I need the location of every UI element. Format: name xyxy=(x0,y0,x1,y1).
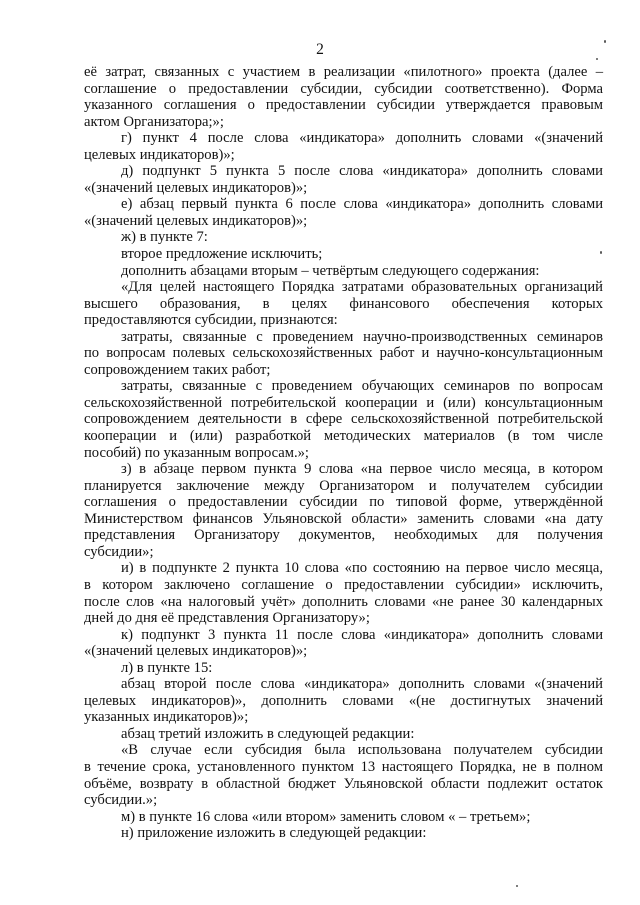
text-line: «(значений целевых индикаторов)»; xyxy=(84,212,308,229)
text-line: указанных индикаторов)»; xyxy=(84,709,249,726)
scan-speck xyxy=(596,58,598,60)
text-line: «В случае если субсидия была использована получателем субсидии xyxy=(121,742,603,759)
text-line: в котором заключено соглашение о предоставлении субсидии» исключить, xyxy=(84,576,603,593)
text-line: н) приложение изложить в следующей редакции: xyxy=(121,825,427,842)
text-line: Министерством финансов Ульяновской области» заменить словами «на дату xyxy=(84,510,603,527)
text-line: г) пункт 4 после слова «индикатора» дополнить словами «(значений xyxy=(121,130,603,147)
text-line: абзац третий изложить в следующей редакции: xyxy=(121,725,415,742)
text-line: сельскохозяйственной потребительской кооперации и (или) консультационным xyxy=(84,394,603,411)
scan-speck xyxy=(600,251,602,254)
text-line: актом Организатора;»; xyxy=(84,113,224,130)
text-line: указанного соглашения о предоставлении субсидии утверждается правовым xyxy=(84,97,603,114)
text-line: л) в пункте 15: xyxy=(121,659,213,676)
text-line: дополнить абзацами вторым – четвёртым следующего содержания: xyxy=(121,262,540,279)
text-line: целевых индикаторов)»; xyxy=(84,146,235,163)
text-line: субсидии»; xyxy=(84,543,154,560)
text-line: ж) в пункте 7: xyxy=(121,229,208,246)
text-line: «Для целей настоящего Порядка затратами образовательных организаций xyxy=(121,279,603,296)
text-line: после слов «на налоговый учёт» дополнить словами «не ранее 30 календарных xyxy=(84,593,603,610)
text-line: е) абзац первый пункта 6 после слова «индикатора» дополнить словами xyxy=(121,196,603,213)
text-line: второе предложение исключить; xyxy=(121,246,323,263)
text-line: «(значений целевых индикаторов)»; xyxy=(84,179,308,196)
text-line: и) в подпункте 2 пункта 10 слова «по состоянию на первое число месяца, xyxy=(121,560,603,577)
text-line: предоставляются субсидии, признаются: xyxy=(84,312,338,329)
text-line: дней до дня её представления Организатору»; xyxy=(84,610,370,627)
text-line: субсидии.»; xyxy=(84,792,158,809)
text-line: м) в пункте 16 слова «или втором» заменить словом « – третьем»; xyxy=(121,808,531,825)
text-line: затраты, связанные с проведением обучающих семинаров по вопросам xyxy=(121,378,603,395)
text-line: в течение срока, установленного пунктом 13 настоящего Порядка, не в полном xyxy=(84,758,603,775)
scan-speck xyxy=(604,40,606,43)
text-line: по вопросам полевых сельскохозяйственных работ и научно-консультационным xyxy=(84,345,603,362)
text-line: сопровождением деятельности в сфере сельскохозяйственной потребительской xyxy=(84,411,603,428)
text-line: пособий) по указанным вопросам.»; xyxy=(84,444,309,461)
page-number: 2 xyxy=(316,41,324,58)
text-line: сопровождением таких работ; xyxy=(84,361,271,378)
text-line: объёме, возврату в областной бюджет Ульяновской области подлежит остаток xyxy=(84,775,603,792)
document-body xyxy=(84,64,603,842)
text-line: д) подпункт 5 пункта 5 после слова «индикатора» дополнить словами xyxy=(121,163,603,180)
text-line: представления Организатору документов, необходимых для получения xyxy=(84,527,603,544)
text-line: к) подпункт 3 пункта 11 после слова «индикатора» дополнить словами xyxy=(121,626,603,643)
scan-speck xyxy=(516,885,518,887)
text-line: её затрат, связанных с участием в реализации «пилотного» проекта (далее – xyxy=(84,64,603,80)
text-line: целевых индикаторов)», дополнить словами «(не достигнутых значений xyxy=(84,692,603,709)
text-line: высшего образования, в целях финансового обеспечения которых xyxy=(84,295,603,312)
text-line: з) в абзаце первом пункта 9 слова «на первое число месяца, в котором xyxy=(121,461,603,478)
text-line: соглашение о предоставлении субсидии, субсидии соответственно). Форма xyxy=(84,80,603,97)
text-line: кооперации и (или) разработкой методических материалов (в том числе xyxy=(84,428,603,445)
text-line: планируется заключение между Организатором и получателем субсидии xyxy=(84,477,603,494)
text-line: соглашения о предоставлении субсидии по типовой форме, утверждённой xyxy=(84,494,603,511)
text-line: затраты, связанные с проведением научно-производственных семинаров xyxy=(121,328,603,345)
text-line: абзац второй после слова «индикатора» дополнить словами «(значений xyxy=(121,676,603,693)
text-line: «(значений целевых индикаторов)»; xyxy=(84,643,308,660)
